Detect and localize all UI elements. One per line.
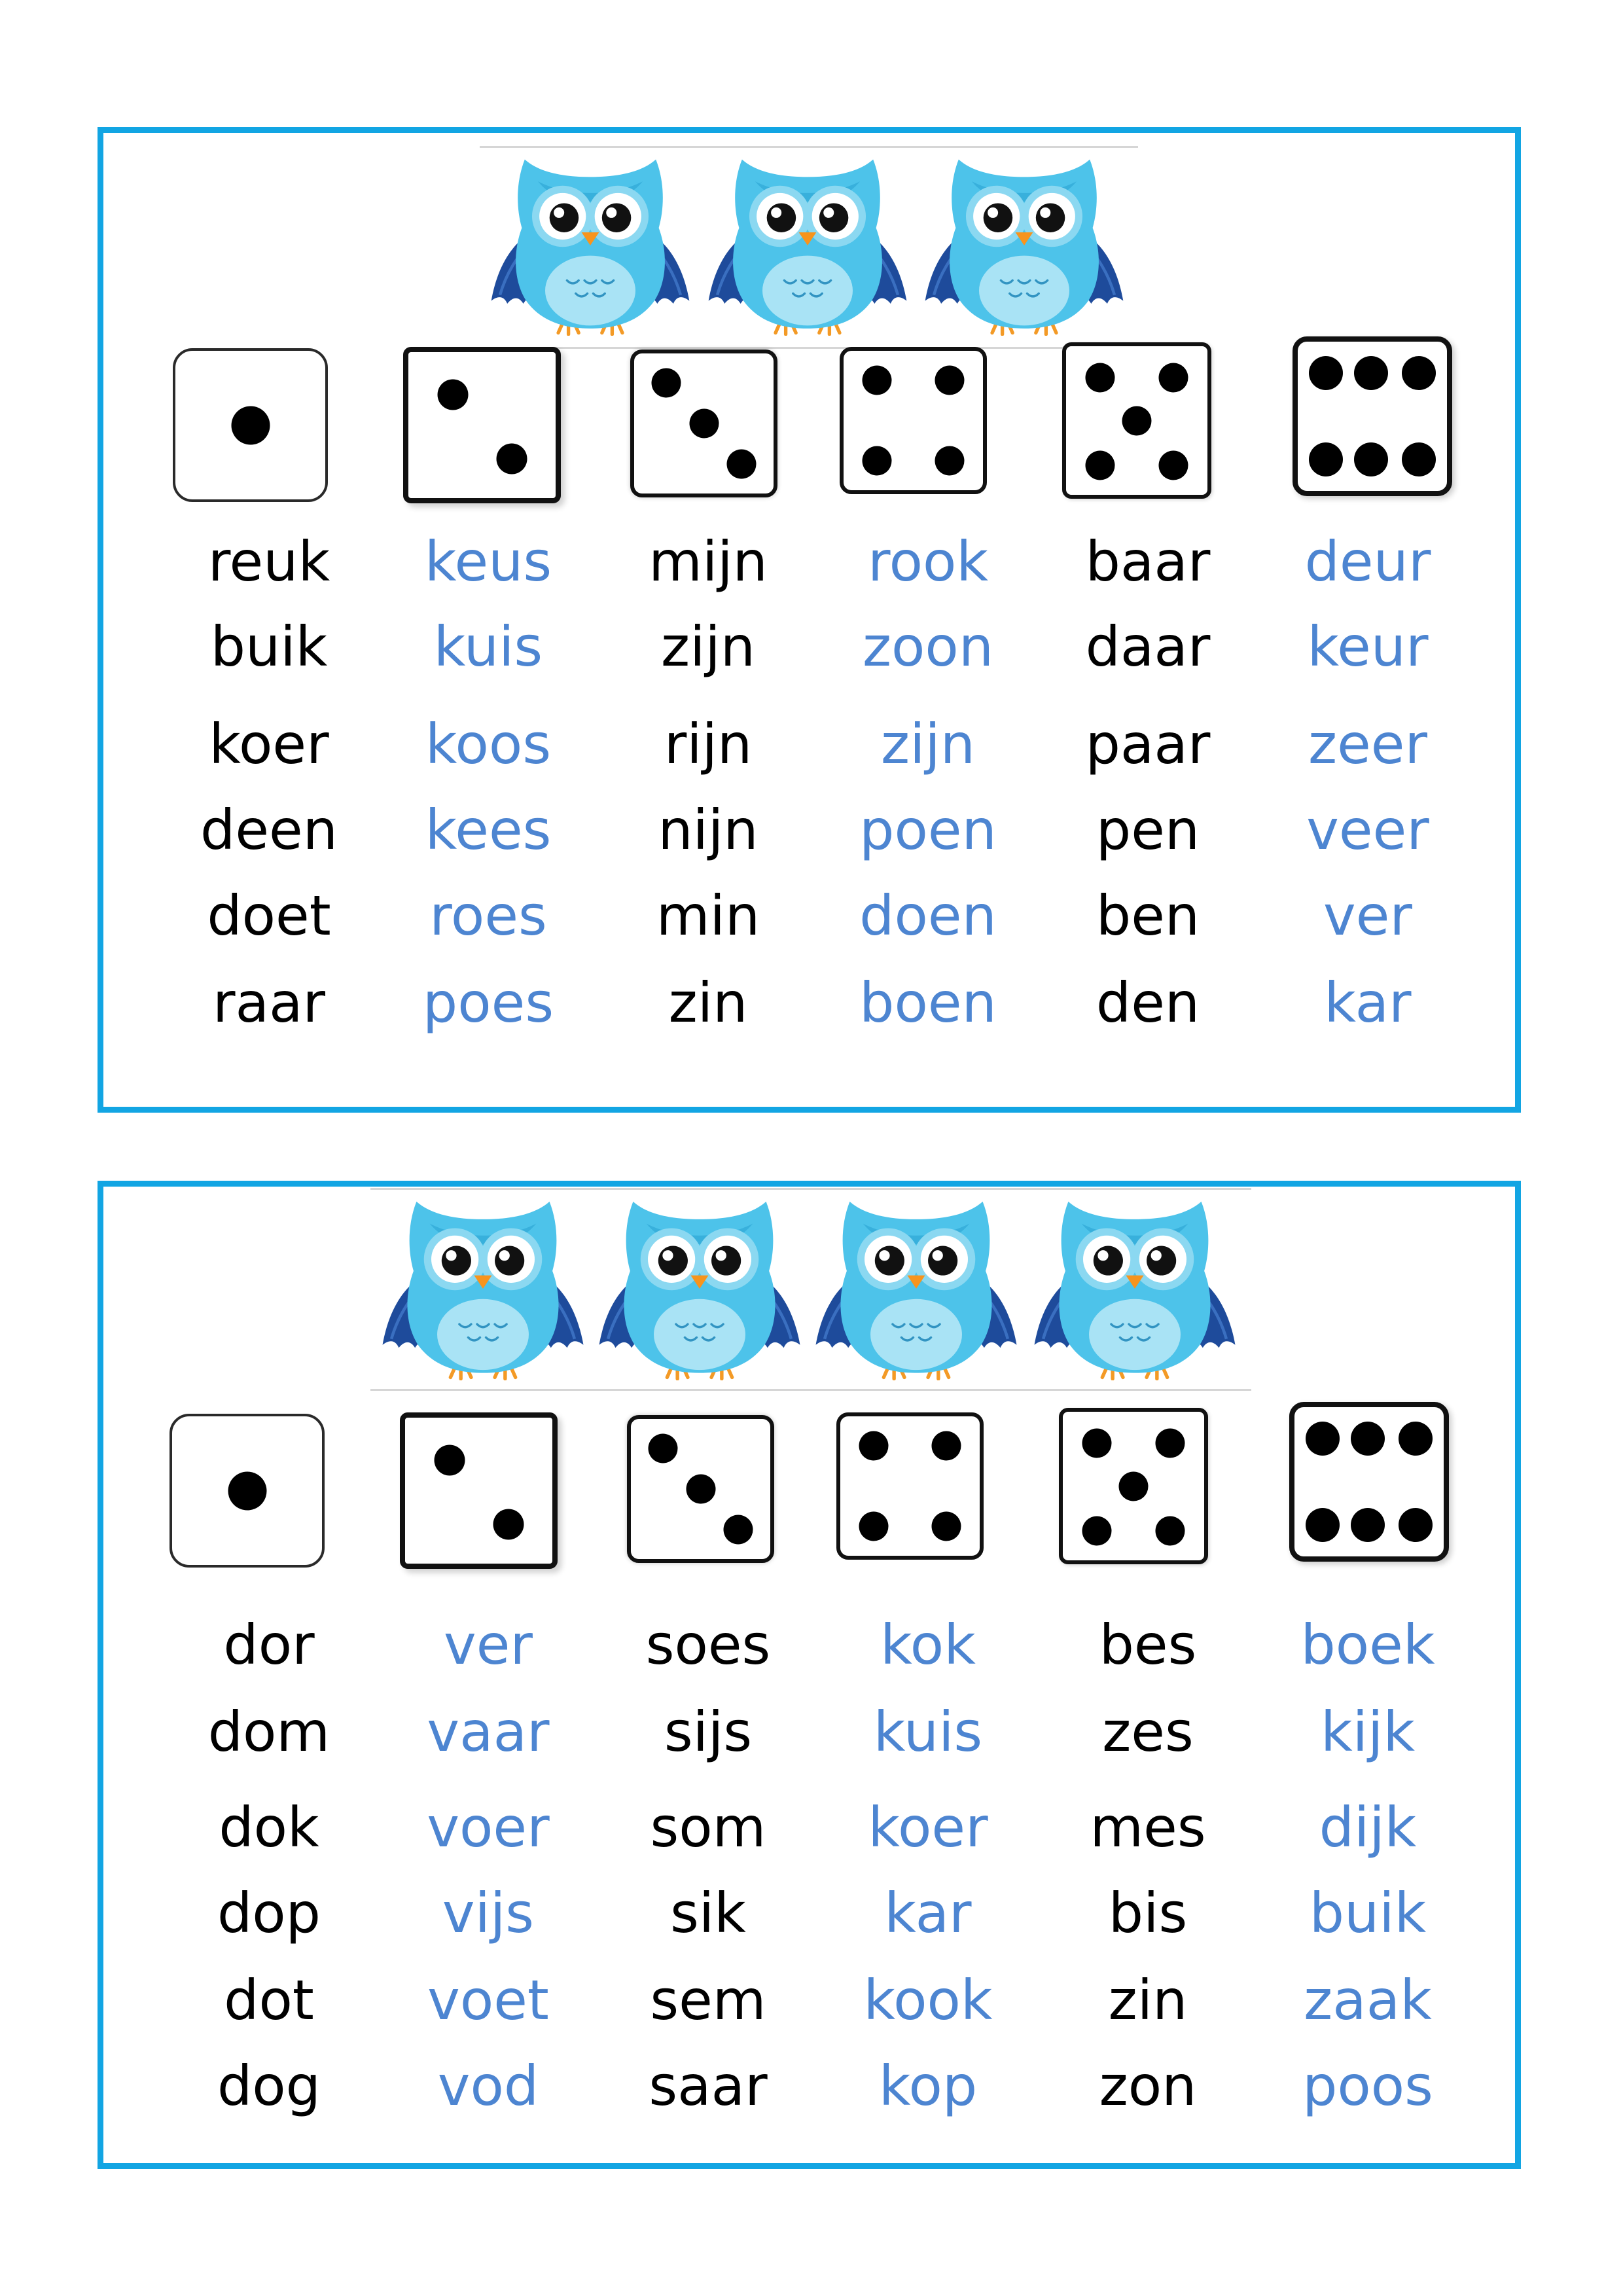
word: vaar <box>427 1700 550 1764</box>
word: rook <box>867 529 989 594</box>
word: poen <box>859 798 997 862</box>
word: saar <box>649 2054 768 2118</box>
word: rijn <box>664 712 753 776</box>
word: buik <box>1309 1881 1427 1945</box>
word: kijk <box>1321 1700 1415 1764</box>
word: ben <box>1096 884 1200 948</box>
word: zin <box>1108 1968 1188 2032</box>
word: zoon <box>862 615 994 679</box>
word-column-4 <box>830 133 1026 1107</box>
word: zin <box>668 971 748 1035</box>
word: dor <box>223 1613 315 1677</box>
word: poes <box>422 971 554 1035</box>
word: vijs <box>442 1881 535 1945</box>
word-column-4 <box>830 1187 1026 2163</box>
word: ver <box>1323 884 1412 948</box>
word: kook <box>863 1968 993 2032</box>
word: ver <box>444 1613 533 1677</box>
word: som <box>650 1795 766 1859</box>
word: zes <box>1102 1700 1194 1764</box>
word-column-6 <box>1270 133 1466 1107</box>
word: buik <box>210 615 328 679</box>
word: kuis <box>433 615 543 679</box>
word: kop <box>878 2054 978 2118</box>
word-column-2 <box>390 133 586 1107</box>
word: zon <box>1099 2054 1197 2118</box>
word: sik <box>670 1881 746 1945</box>
word: doen <box>859 884 997 948</box>
word: raar <box>212 971 326 1035</box>
word: bes <box>1099 1613 1197 1677</box>
word: veer <box>1306 798 1429 862</box>
word: boen <box>859 971 997 1035</box>
word-column-1 <box>171 133 367 1107</box>
word-column-3 <box>610 1187 806 2163</box>
word: kuis <box>873 1700 983 1764</box>
word: doet <box>207 884 331 948</box>
word: deur <box>1304 529 1431 594</box>
word: kar <box>884 1881 972 1945</box>
word: dijk <box>1319 1795 1417 1859</box>
word: keus <box>424 529 552 594</box>
word: pen <box>1096 798 1200 862</box>
word: den <box>1096 971 1200 1035</box>
word: kar <box>1324 971 1412 1035</box>
word: kok <box>880 1613 976 1677</box>
word-card-2 <box>98 1181 1521 2169</box>
word: soes <box>645 1613 771 1677</box>
word: koer <box>209 712 329 776</box>
word: kees <box>425 798 552 862</box>
word: koer <box>868 1795 988 1859</box>
word: voer <box>427 1795 550 1859</box>
word: reuk <box>207 529 330 594</box>
word: poos <box>1302 2054 1433 2118</box>
word: dok <box>219 1795 319 1859</box>
word: boek <box>1300 1613 1435 1677</box>
word: bis <box>1108 1881 1188 1945</box>
word: min <box>656 884 760 948</box>
word: deen <box>200 798 338 862</box>
word: daar <box>1085 615 1211 679</box>
word: koos <box>425 712 552 776</box>
word: vod <box>437 2054 539 2118</box>
word: dog <box>217 2054 321 2118</box>
word: zaak <box>1304 1968 1432 2032</box>
word-column-1 <box>171 1187 367 2163</box>
word: nijn <box>658 798 758 862</box>
word: paar <box>1085 712 1211 776</box>
word: sem <box>650 1968 766 2032</box>
word: mijn <box>649 529 768 594</box>
word: dop <box>217 1881 321 1945</box>
word: zijn <box>660 615 755 679</box>
word: keur <box>1307 615 1429 679</box>
word: voet <box>427 1968 549 2032</box>
word: zeer <box>1308 712 1427 776</box>
word-column-5 <box>1050 133 1246 1107</box>
word: roes <box>429 884 547 948</box>
word: zijn <box>880 712 975 776</box>
word-column-3 <box>610 133 806 1107</box>
word-column-6 <box>1270 1187 1466 2163</box>
word: mes <box>1090 1795 1206 1859</box>
word-card-1 <box>98 127 1521 1113</box>
word: sijs <box>664 1700 753 1764</box>
word: dom <box>207 1700 330 1764</box>
word: baar <box>1085 529 1211 594</box>
word: dot <box>224 1968 314 2032</box>
word-column-2 <box>390 1187 586 2163</box>
word-column-5 <box>1050 1187 1246 2163</box>
